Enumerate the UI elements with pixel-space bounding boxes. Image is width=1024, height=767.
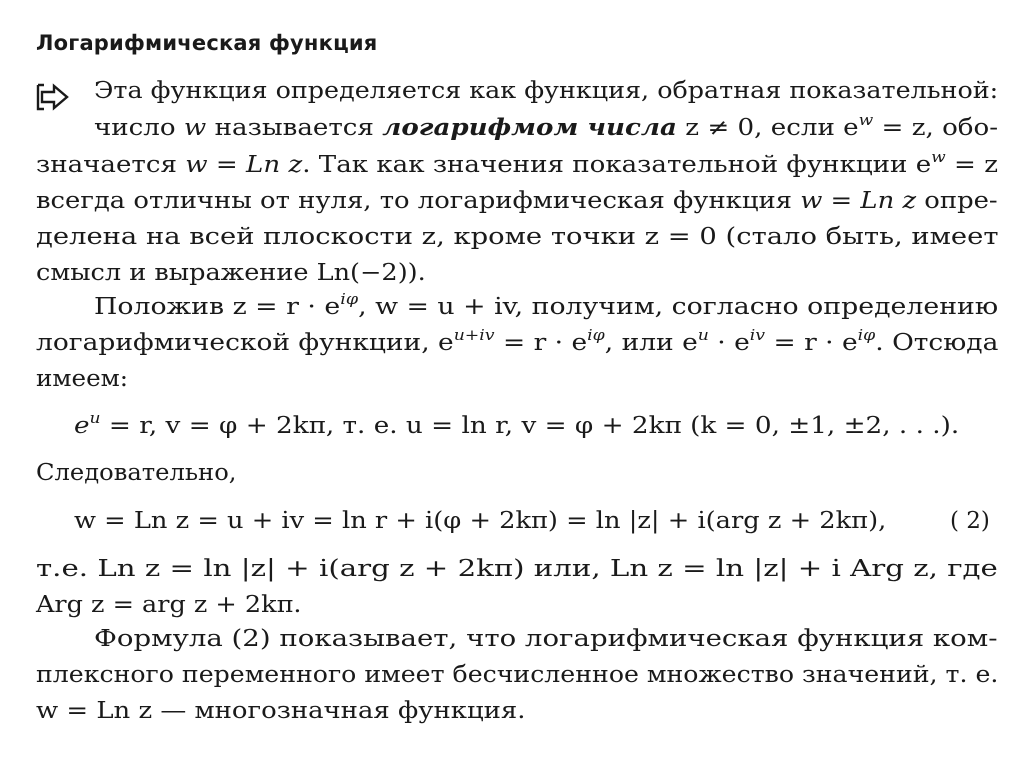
p1-line-4: всегда отличны от нуля, то логарифмическая функция w = Ln z опре- [36,188,998,214]
p1-line-2: число w называется логарифмом числа z ≠ 0, если $e^w = z$, обо- [94,111,999,141]
equation-1: $e^u = r$, v = φ + 2kπ, т. е. u = ln r, v = φ + 2kπ (k = 0, ±1, ±2, . . .). [74,409,960,439]
p4-line-3: w = Ln z — многозначная функция. [36,698,526,724]
p1-line-1: Эта функция определяется как функция, обратная показательной: [94,78,999,104]
equation-2: w = Ln z = u + iv = ln r + i(φ + 2kπ) = ln |z| + i(arg z + 2kπ), [74,508,887,534]
defined-term: логарифмом числа [382,114,677,141]
section-heading: Логарифмическая функция [36,31,378,55]
definition-arrow-icon [36,82,70,112]
p4-line-1: Формула (2) показывает, что логарифмическая функция ком- [94,626,998,652]
p2-line-2: логарифмической функции, $e^{u+iv} = r \cdot e^{i\varphi}$, или $e^u \cdot e^{iv} = r \cdot e^{i\varphi}$. Отсюда [36,326,999,356]
consequently-line: Следовательно, [36,460,237,486]
p1-line-5: делена на всей плоскости z, кроме точки z = 0 (стало быть, имеет [36,224,999,250]
p2-line-3: имеем: [36,366,129,392]
p3-line-1: т.е. Ln z = ln |z| + i(arg z + 2kπ) или, Ln z = ln |z| + i Arg z, где [36,556,998,582]
p3-line-2: Arg z = arg z + 2kπ. [36,592,302,618]
equation-number: ( 2) [950,508,990,534]
p1-line-3: значается w = Ln z. Так как значения показательной функции $e^w = z$ [36,148,998,178]
p1-line-6: смысл и выражение Ln(−2)). [36,260,426,286]
p2-line-1: Положив $z = r \cdot e^{i\varphi}$, w = u + iv, получим, согласно определению [94,290,999,320]
p4-line-2: плексного переменного имеет бесчисленное множество значений, т. е. [36,662,999,688]
